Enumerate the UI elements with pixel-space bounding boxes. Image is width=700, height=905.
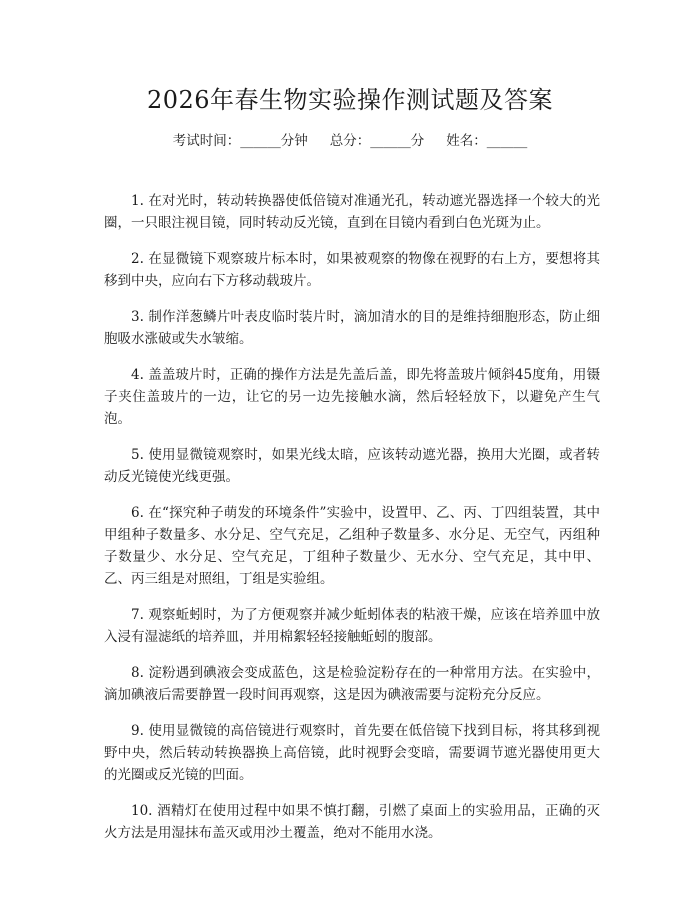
question-item: 5. 使用显微镜观察时，如果光线太暗，应该转动遮光器，换用大光圈，或者转动反光镜使光线更强。 [104, 447, 600, 485]
total-score-field: 总分：______分 [329, 133, 425, 149]
student-name-field: 姓名：______ [446, 133, 528, 149]
question-item: 3. 制作洋葱鳞片叶表皮临时装片时，滴加清水的目的是维持细胞形态，防止细胞吸水涨破或失水皱缩。 [104, 309, 600, 347]
document-title: 2026年春生物实验操作测试题及答案 [146, 86, 554, 114]
question-item: 9. 使用显微镜的高倍镜进行观察时，首先要在低倍镜下找到目标，将其移到视野中央，然后转动转换器换上高倍镜，此时视野会变暗，需要调节遮光器使用更大的光圈或反光镜的凹面。 [104, 723, 600, 783]
question-item: 7. 观察蚯蚓时，为了方便观察并减少蚯蚓体表的粘液干燥，应该在培养皿中放入浸有湿滤纸的培养皿，并用棉絮轻轻接触蚯蚓的腹部。 [104, 607, 600, 645]
question-item: 8. 淀粉遇到碘液会变成蓝色，这是检验淀粉存在的一种常用方法。在实验中，滴加碘液后需要静置一段时间再观察，这是因为碘液需要与淀粉充分反应。 [104, 665, 600, 703]
question-list [104, 190, 600, 858]
question-item: 2. 在显微镜下观察玻片标本时，如果被观察的物像在视野的右上方，要想将其移到中央，应向右下方移动载玻片。 [104, 251, 600, 289]
question-item: 6. 在“探究种子萌发的环境条件”实验中，设置甲、乙、丙、丁四组装置，其中甲组种子数量多、水分足、空气充足，乙组种子数量多、水分足、无空气，丙组种子数量少、水分足、空气充足，丁组种子数量少、无水分、空气充足，其中甲、乙、丙三组是对照组，丁组是实验组。 [104, 505, 600, 587]
exam-time-field: 考试时间：______分钟 [172, 133, 308, 149]
question-item: 10. 酒精灯在使用过程中如果不慎打翻，引燃了桌面上的实验用品，正确的灭火方法是用湿抹布盖灭或用沙土覆盖，绝对不能用水浇。 [104, 803, 600, 841]
exam-info-line [0, 131, 700, 151]
question-item: 4. 盖盖玻片时，正确的操作方法是先盖后盖，即先将盖玻片倾斜45度角，用镊子夹住盖玻片的一边，让它的另一边先接触水滴，然后轻轻放下，以避免产生气泡。 [104, 367, 600, 427]
question-item: 1. 在对光时，转动转换器使低倍镜对准通光孔，转动遮光器选择一个较大的光圈，一只眼注视目镜，同时转动反光镜，直到在目镜内看到白色光斑为止。 [104, 193, 600, 231]
